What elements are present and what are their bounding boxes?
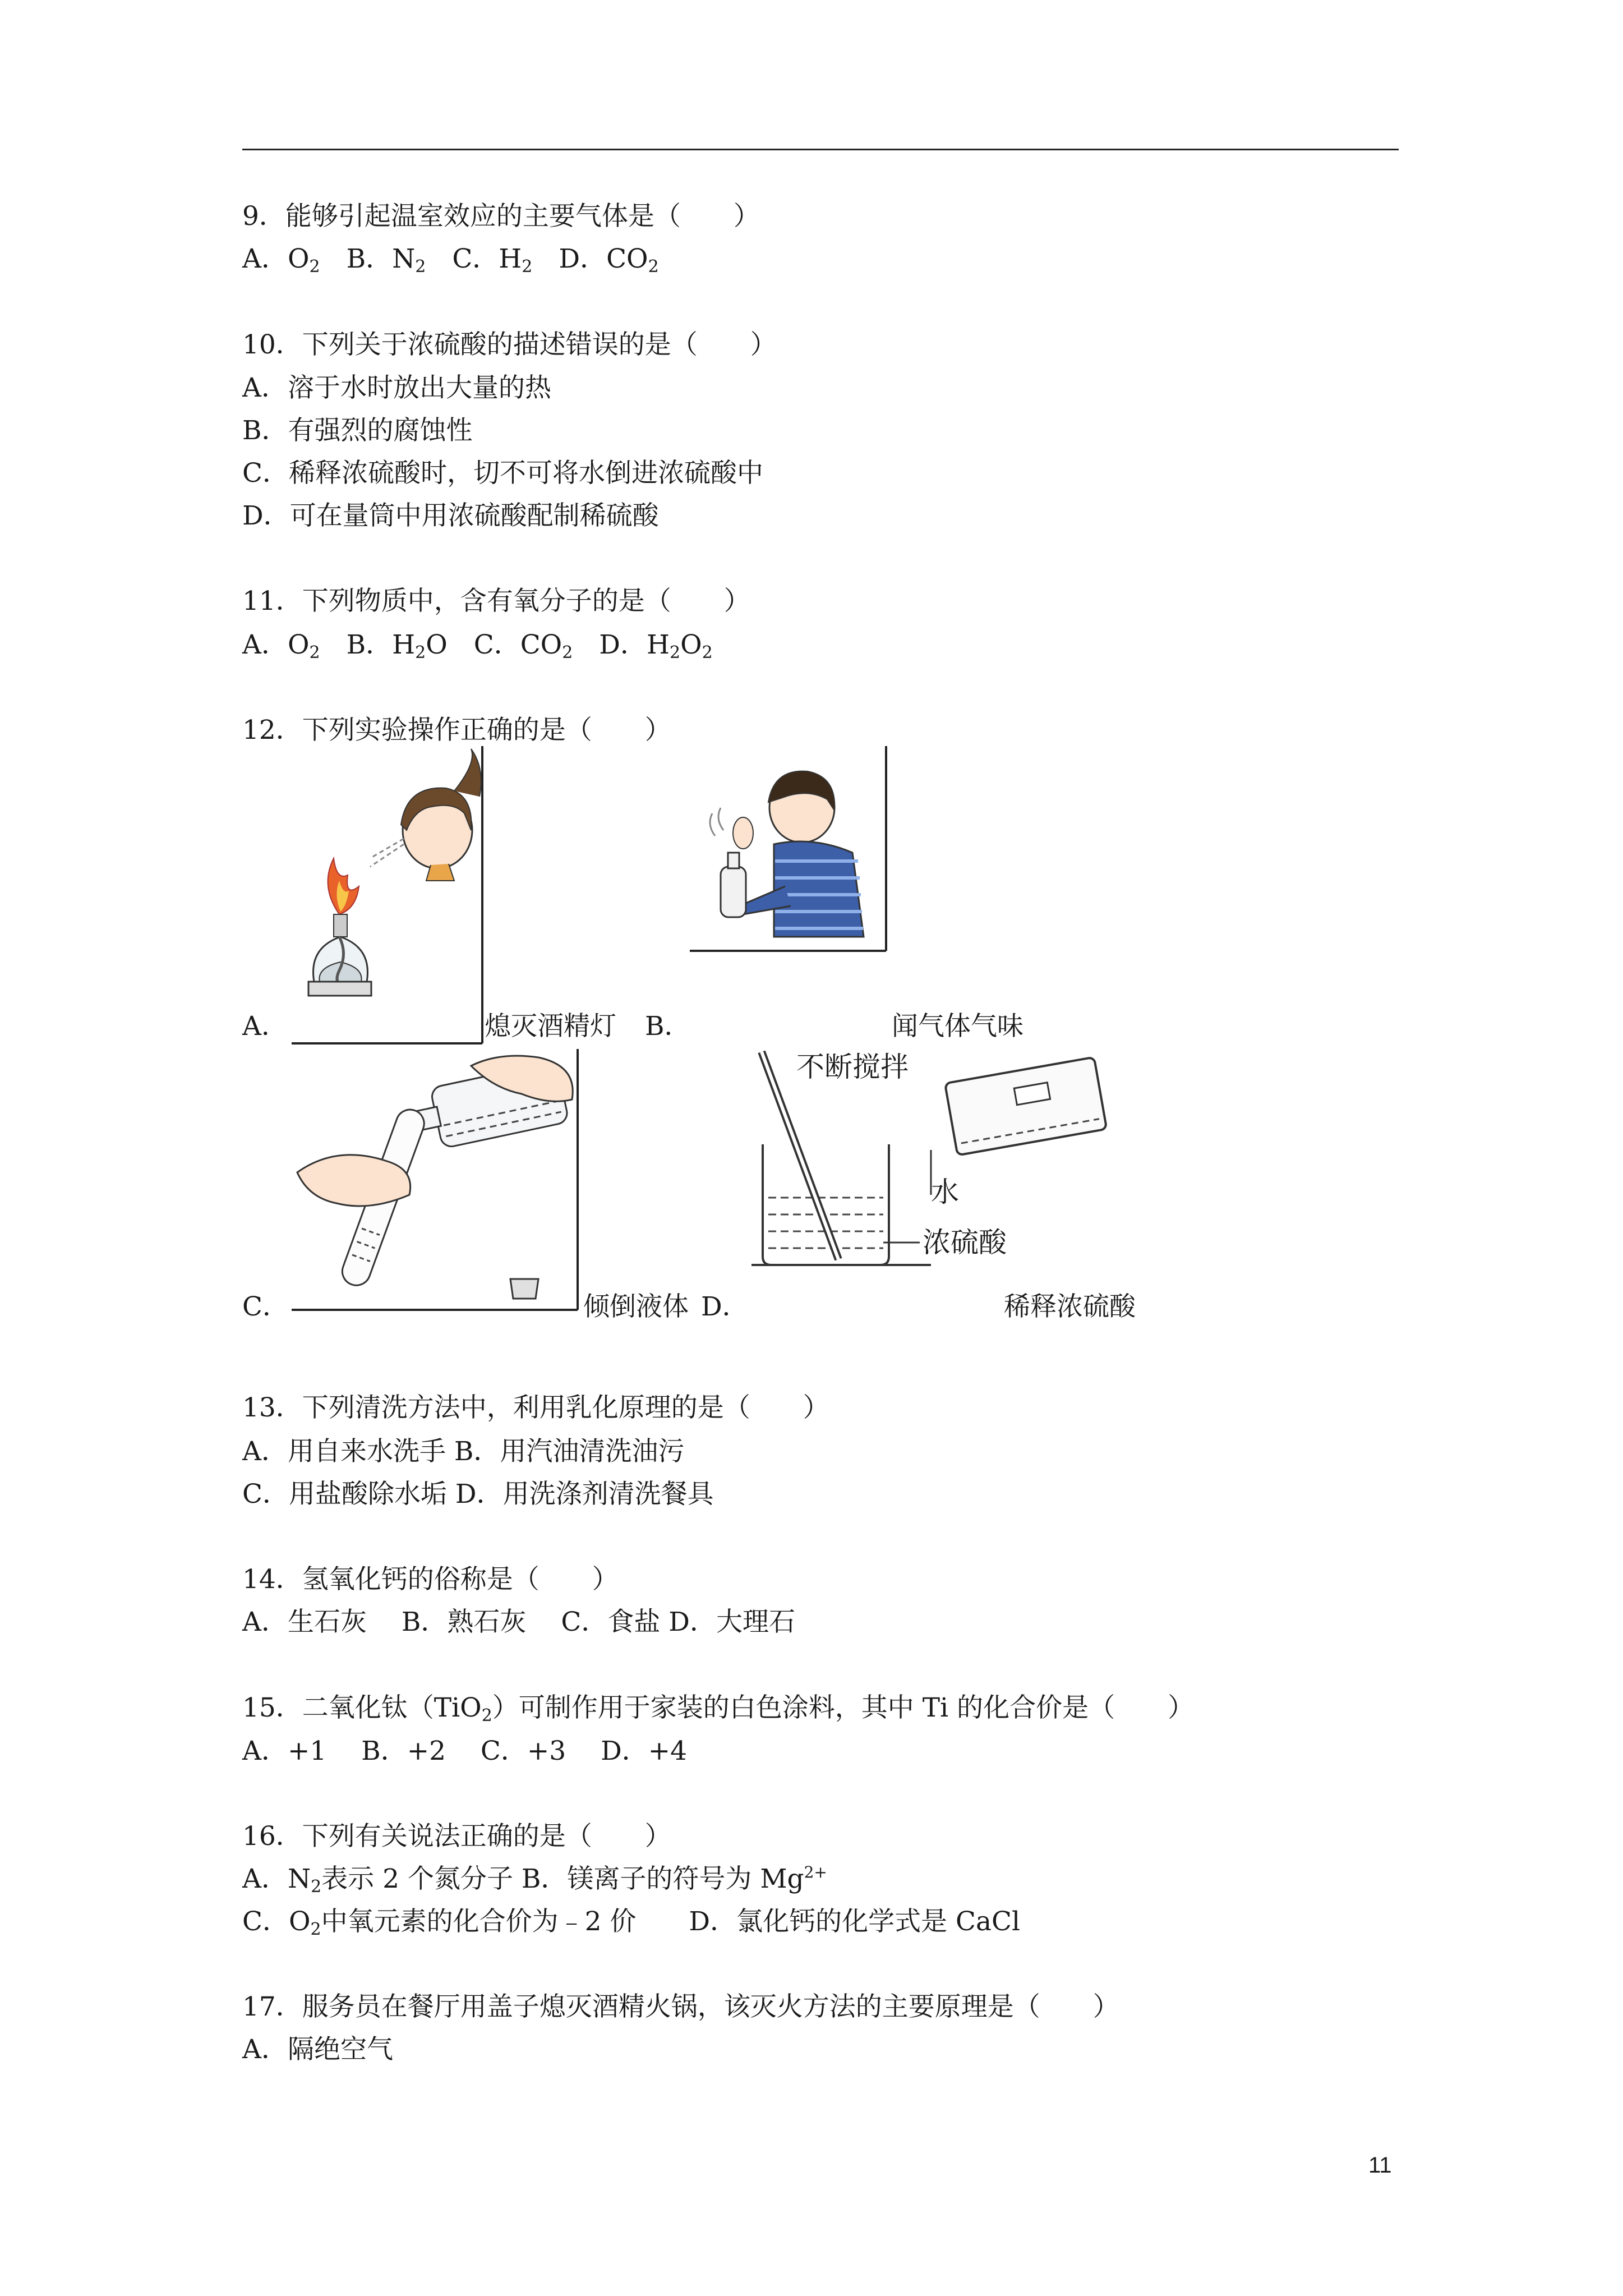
question-15-options: A．+1 B．+2 C．+3 D．+4 (242, 1736, 688, 1766)
question-9-options: A．$O_2$ B．$N_2$ C．$H_2$ D．$CO_2$ (242, 243, 659, 277)
question-16-stem: 16．下列有关说法正确的是（ ） (242, 1821, 671, 1852)
figure-smelling-gas (690, 746, 892, 954)
question-15-stem: 15．二氧化钛（TiO$_2$）可制作用于家装的白色涂料，其中 Ti 的化合价是（ ） (242, 1692, 1195, 1726)
question-14-options: A．生石灰 B．熟石灰 C．食盐 D．大理石 (242, 1607, 795, 1637)
question-12-option-b-caption: 闻气体气味 (892, 1011, 1023, 1042)
question-13-stem: 13．下列清洗方法中，利用乳化原理的是（ ） (242, 1392, 829, 1423)
question-10-option-d: D．可在量筒中用浓硫酸配制稀硫酸 (242, 500, 659, 531)
question-12-option-d-caption: 稀释浓硫酸 (1004, 1291, 1136, 1322)
question-9-stem: 9．能够引起温室效应的主要气体是（ ） (242, 201, 760, 232)
figure-label-water: 水 (931, 1176, 959, 1208)
figure-label-stir: 不断搅拌 (796, 1051, 909, 1083)
question-17-option-a: A．隔绝空气 (242, 2034, 393, 2065)
question-14-stem: 14．氢氧化钙的俗称是（ ） (242, 1564, 619, 1595)
question-12-stem: 12．下列实验操作正确的是（ ） (242, 715, 671, 746)
question-13-options-ab: A．用自来水洗手 B．用汽油清洗油污 (242, 1436, 685, 1467)
question-12-option-c-label: C． (242, 1291, 289, 1322)
question-10-stem: 10．下列关于浓硫酸的描述错误的是（ ） (242, 329, 777, 360)
question-12-option-a-caption: 熄灭酒精灯 (485, 1011, 616, 1042)
question-16-options-ab: A．$N_2$表示 2 个氮分子 B．镁离子的符号为 $Mg^{2+}$ (242, 1863, 827, 1897)
figure-pouring-liquid (286, 1049, 589, 1313)
question-11-stem: 11．下列物质中，含有氧分子的是（ ） (242, 586, 750, 616)
question-10-option-a: A．溶于水时放出大量的热 (242, 372, 551, 403)
header-rule (242, 149, 1399, 150)
question-12-option-b-label: B． (645, 1011, 691, 1042)
question-10-option-c: C．稀释浓硫酸时，切不可将水倒进浓硫酸中 (242, 458, 763, 489)
question-17-stem: 17．服务员在餐厅用盖子熄灭酒精火锅，该灭火方法的主要原理是（ ） (242, 1991, 1119, 2022)
question-12-option-d-label: D． (701, 1291, 749, 1322)
question-10-option-b: B．有强烈的腐蚀性 (242, 415, 473, 446)
question-11-options: A．$O_2$ B．$H_2O$ C．$CO_2$ D．$H_2O_2$ (242, 629, 713, 662)
figure-label-acid: 浓硫酸 (923, 1226, 1007, 1259)
page-number: 11 (1368, 2153, 1392, 2178)
question-12-option-c-caption: 倾倒液体 (583, 1291, 689, 1322)
question-16-options-cd: C．$O_2$中氧元素的化合价为﹣2 价 D．氯化钙的化学式是 CaCl (242, 1906, 1021, 1939)
question-13-options-cd: C．用盐酸除水垢 D．用洗涤剂清洗餐具 (242, 1479, 714, 1510)
question-12-option-a-label: A． (242, 1011, 288, 1042)
figure-blowing-lamp (286, 746, 522, 1049)
